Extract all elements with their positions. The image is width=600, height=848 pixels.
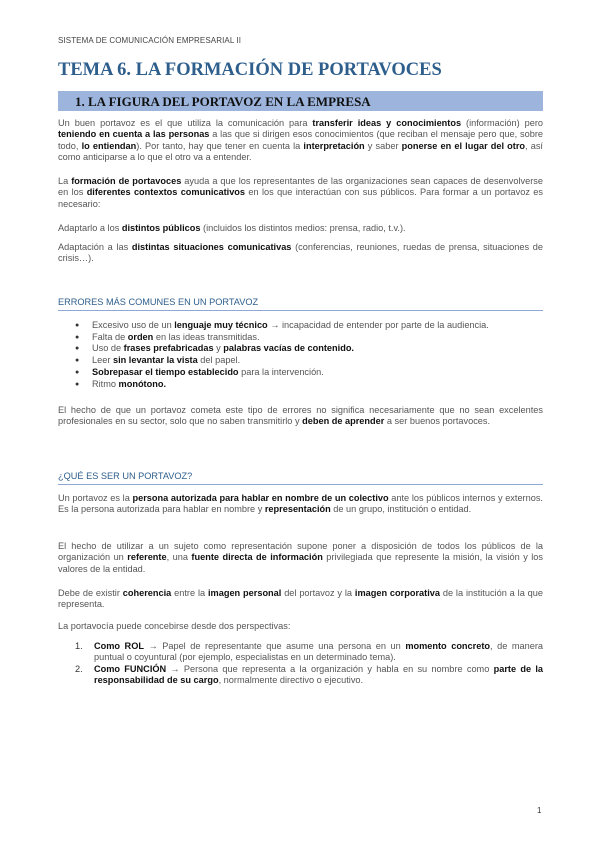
list-item: ● Excesivo uso de un lenguaje muy técnico → incapacidad de entender por parte de la audiencia. <box>58 320 543 332</box>
subsection-rule <box>58 310 543 311</box>
running-header: SISTEMA DE COMUNICACIÓN EMPRESARIAL II <box>58 36 242 45</box>
paragraph: Adaptación a las distintas situaciones comunicativas (conferencias, reuniones, ruedas de prensa, situaciones de crisis…). <box>58 242 543 264</box>
list-item: ● Uso de frases prefabricadas y palabras vacías de contenido. <box>58 343 543 355</box>
page-title: TEMA 6. LA FORMACIÓN DE PORTAVOCES <box>58 60 442 80</box>
paragraph: El hecho de utilizar a un sujeto como representación supone poner a disposición de todos los públicos de la organización un referente, una fuente directa de información privilegiada que represente la misión, la visión y los valores de la entidad. <box>58 541 544 574</box>
paragraph: Un portavoz es la persona autorizada para hablar en nombre de un colectivo ante los públicos internos y externos. Es la persona autorizada para hablar en nombre y representación de un grupo, institución o entidad. <box>58 493 543 515</box>
subsection-heading: ERRORES MÁS COMUNES EN UN PORTAVOZ <box>58 297 259 307</box>
section-heading-bar <box>58 91 543 111</box>
list-item: ● Leer sin levantar la vista del papel. <box>58 355 543 367</box>
errors-list <box>58 320 543 390</box>
perspectives-list <box>58 641 543 686</box>
list-item: ● Falta de orden en las ideas transmitidas. <box>58 332 543 344</box>
list-item: ● Ritmo monótono. <box>58 379 543 391</box>
list-item: 2. Como FUNCIÓN → Persona que representa a la organización y habla en su nombre como parte de la responsabilidad de su cargo, normalmente directivo o ejecutivo. <box>75 663 543 685</box>
subsection-heading: ¿QUÉ ES SER UN PORTAVOZ? <box>58 471 193 481</box>
paragraph: La formación de portavoces ayuda a que los representantes de las organizaciones sean capaces de desenvolverse en los diferentes contextos comunicativos en los que interactúan con sus públicos. Para formar a un portavoz es necesario: <box>58 176 544 209</box>
subsection-rule <box>58 484 543 485</box>
paragraph: El hecho de que un portavoz cometa este tipo de errores no significa necesariamente que no sean excelentes profesionales en su sector, solo que no saben transmitirlo y deben de aprender a ser buenos portavoces. <box>58 405 543 427</box>
paragraph: Debe de existir coherencia entre la imagen personal del portavoz y la imagen corporativa de la institución a la que representa. <box>58 588 543 610</box>
paragraph: Adaptarlo a los distintos públicos (incluidos los distintos medios: prensa, radio, t.v.). <box>58 223 406 233</box>
list-item: ● Sobrepasar el tiempo establecido para la intervención. <box>58 367 543 379</box>
page-number: 1 <box>537 806 542 815</box>
paragraph: Un buen portavoz es el que utiliza la comunicación para transferir ideas y conocimientos (información) pero teniendo en cuenta a las personas a las que si dirigen esos conocimientos (que reciban el mensaje pero que, sobre todo, lo entiendan). Por tanto, hay que tener en cuenta la interpretación y saber ponerse en el lugar del otro, así como anticiparse a lo que el otro va a entender. <box>58 118 544 162</box>
list-item: 1. Como ROL → Papel de representante que asume una persona en un momento concreto, de manera puntual o coyuntural (por ejemplo, especialistas en un determinado tema). <box>75 641 544 663</box>
section-heading: 1. LA FIGURA DEL PORTAVOZ EN LA EMPRESA <box>75 94 371 109</box>
paragraph: La portavocía puede concebirse desde dos perspectivas: <box>58 621 291 631</box>
